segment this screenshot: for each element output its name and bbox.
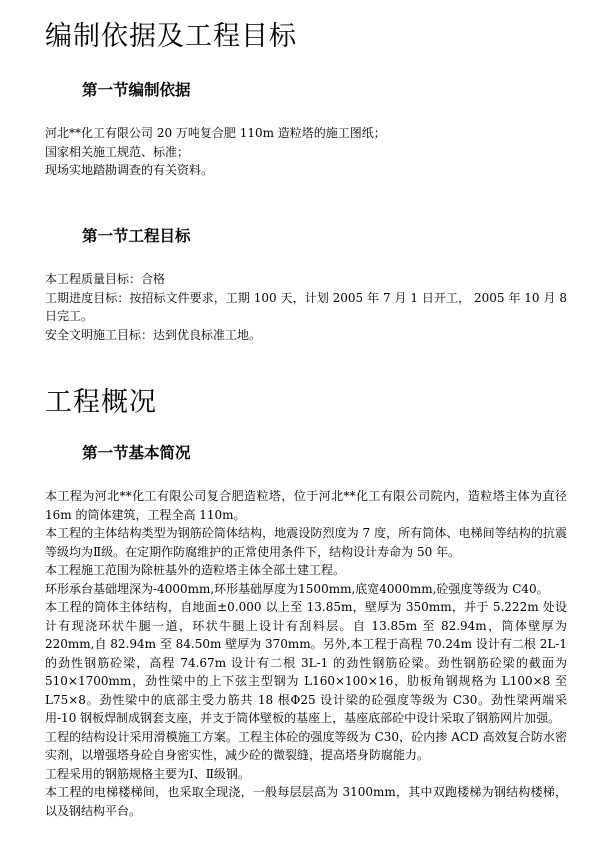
goal-line: 本工程质量目标：合格 (45, 272, 166, 286)
basis-line: 河北**化工有限公司 20 万吨复合肥 110m 造粒塔的施工图纸； (45, 126, 386, 140)
goal-line: 工期进度目标：按招标文件要求，工期 100 天，计划 2005 年 7 月 1 日开工， 2005 年 10 月 8 日完工。 (45, 290, 567, 323)
basis-line: 现场实地踏勘调查的有关资料。 (45, 163, 214, 177)
overview-paragraph: 工程采用的钢筋规格主要为Ⅰ、Ⅱ级钢。 (45, 766, 250, 781)
basis-line: 国家相关施工规范、标准； (45, 144, 190, 159)
subsection-heading-basis: 第一节编制依据 (82, 80, 191, 99)
goals-list (45, 270, 567, 344)
goal-line: 安全文明施工目标：达到优良标准工地。 (45, 327, 262, 342)
overview-paragraph: 环形承台基础埋深为-4000mm,环形基础厚度为1500mm,底宽4000mm,砼强度等级为 C40。 (45, 581, 549, 596)
subsection-heading-goals: 第一节工程目标 (82, 226, 191, 245)
overview-paragraph: 本工程施工范围为除桩基外的造粒塔主体全部土建工程。 (45, 563, 346, 577)
section-title-overview: 工程概况 (45, 387, 157, 418)
subsection-heading-overview: 第一节基本简况 (82, 443, 191, 462)
section-title-basis-goals: 编制依据及工程目标 (45, 21, 297, 52)
overview-paragraph: 本工程的筒体主体结构，自地面±0.000 以上至 13.85m，壁厚为 350mm，并于 5.222m 处设计有现浇环状牛腿一道，环状牛腿上设计有刮料层。自 13.85m 至 82.94m，筒体壁厚为 220mm,自 82.94m 至 84.50m 壁厚为 370mm。另外,本工程于高程 70.24m 设计有二根 2L-1 的劲性钢筋砼梁，高程 74.67m 设计有二根 3L-1 的劲性钢筋砼梁。劲性钢筋砼梁的截面为 510×1700mm，劲性梁中的上下弦主型钢为 L160×100×16，肋板角钢规格为 L100×8 至 L75×8。劲性梁中的底部主受力筋共 18 根Φ25 设计梁的砼强度等级为 C30。劲性梁两端采用-10 钢板焊制成钢套支座，并支于筒体壁板的基座上，基座底部砼中设计采取了钢筋网片加强。 (45, 600, 567, 725)
overview-paragraph: 本工程的电梯楼梯间，也采取全现浇，一般每层层高为 3100mm，其中双跑楼梯为钢结构楼梯，以及钢结构平台。 (45, 785, 567, 818)
overview-body (45, 487, 567, 820)
overview-paragraph: 本工程为河北**化工有限公司复合肥造粒塔，位于河北**化工有限公司院内，造粒塔主体为直径 16m 的筒体建筑，工程全高 110m。 (45, 489, 567, 522)
overview-paragraph: 工程的结构设计采用滑模施工方案。工程主体砼的强度等级为 C30，砼内掺 ACD 高效复合防水密实剂，以增强塔身砼自身密实性，减少砼的微裂缝，提高塔身防腐能力。 (45, 729, 567, 762)
basis-list (45, 124, 567, 180)
overview-paragraph: 本工程的主体结构类型为钢筋砼筒体结构，地震设防烈度为 7 度，所有筒体、电梯间等结构的抗震等级均为Ⅱ级。在定期作防腐维护的正常使用条件下，结构设计寿命为 50 年。 (45, 526, 567, 559)
